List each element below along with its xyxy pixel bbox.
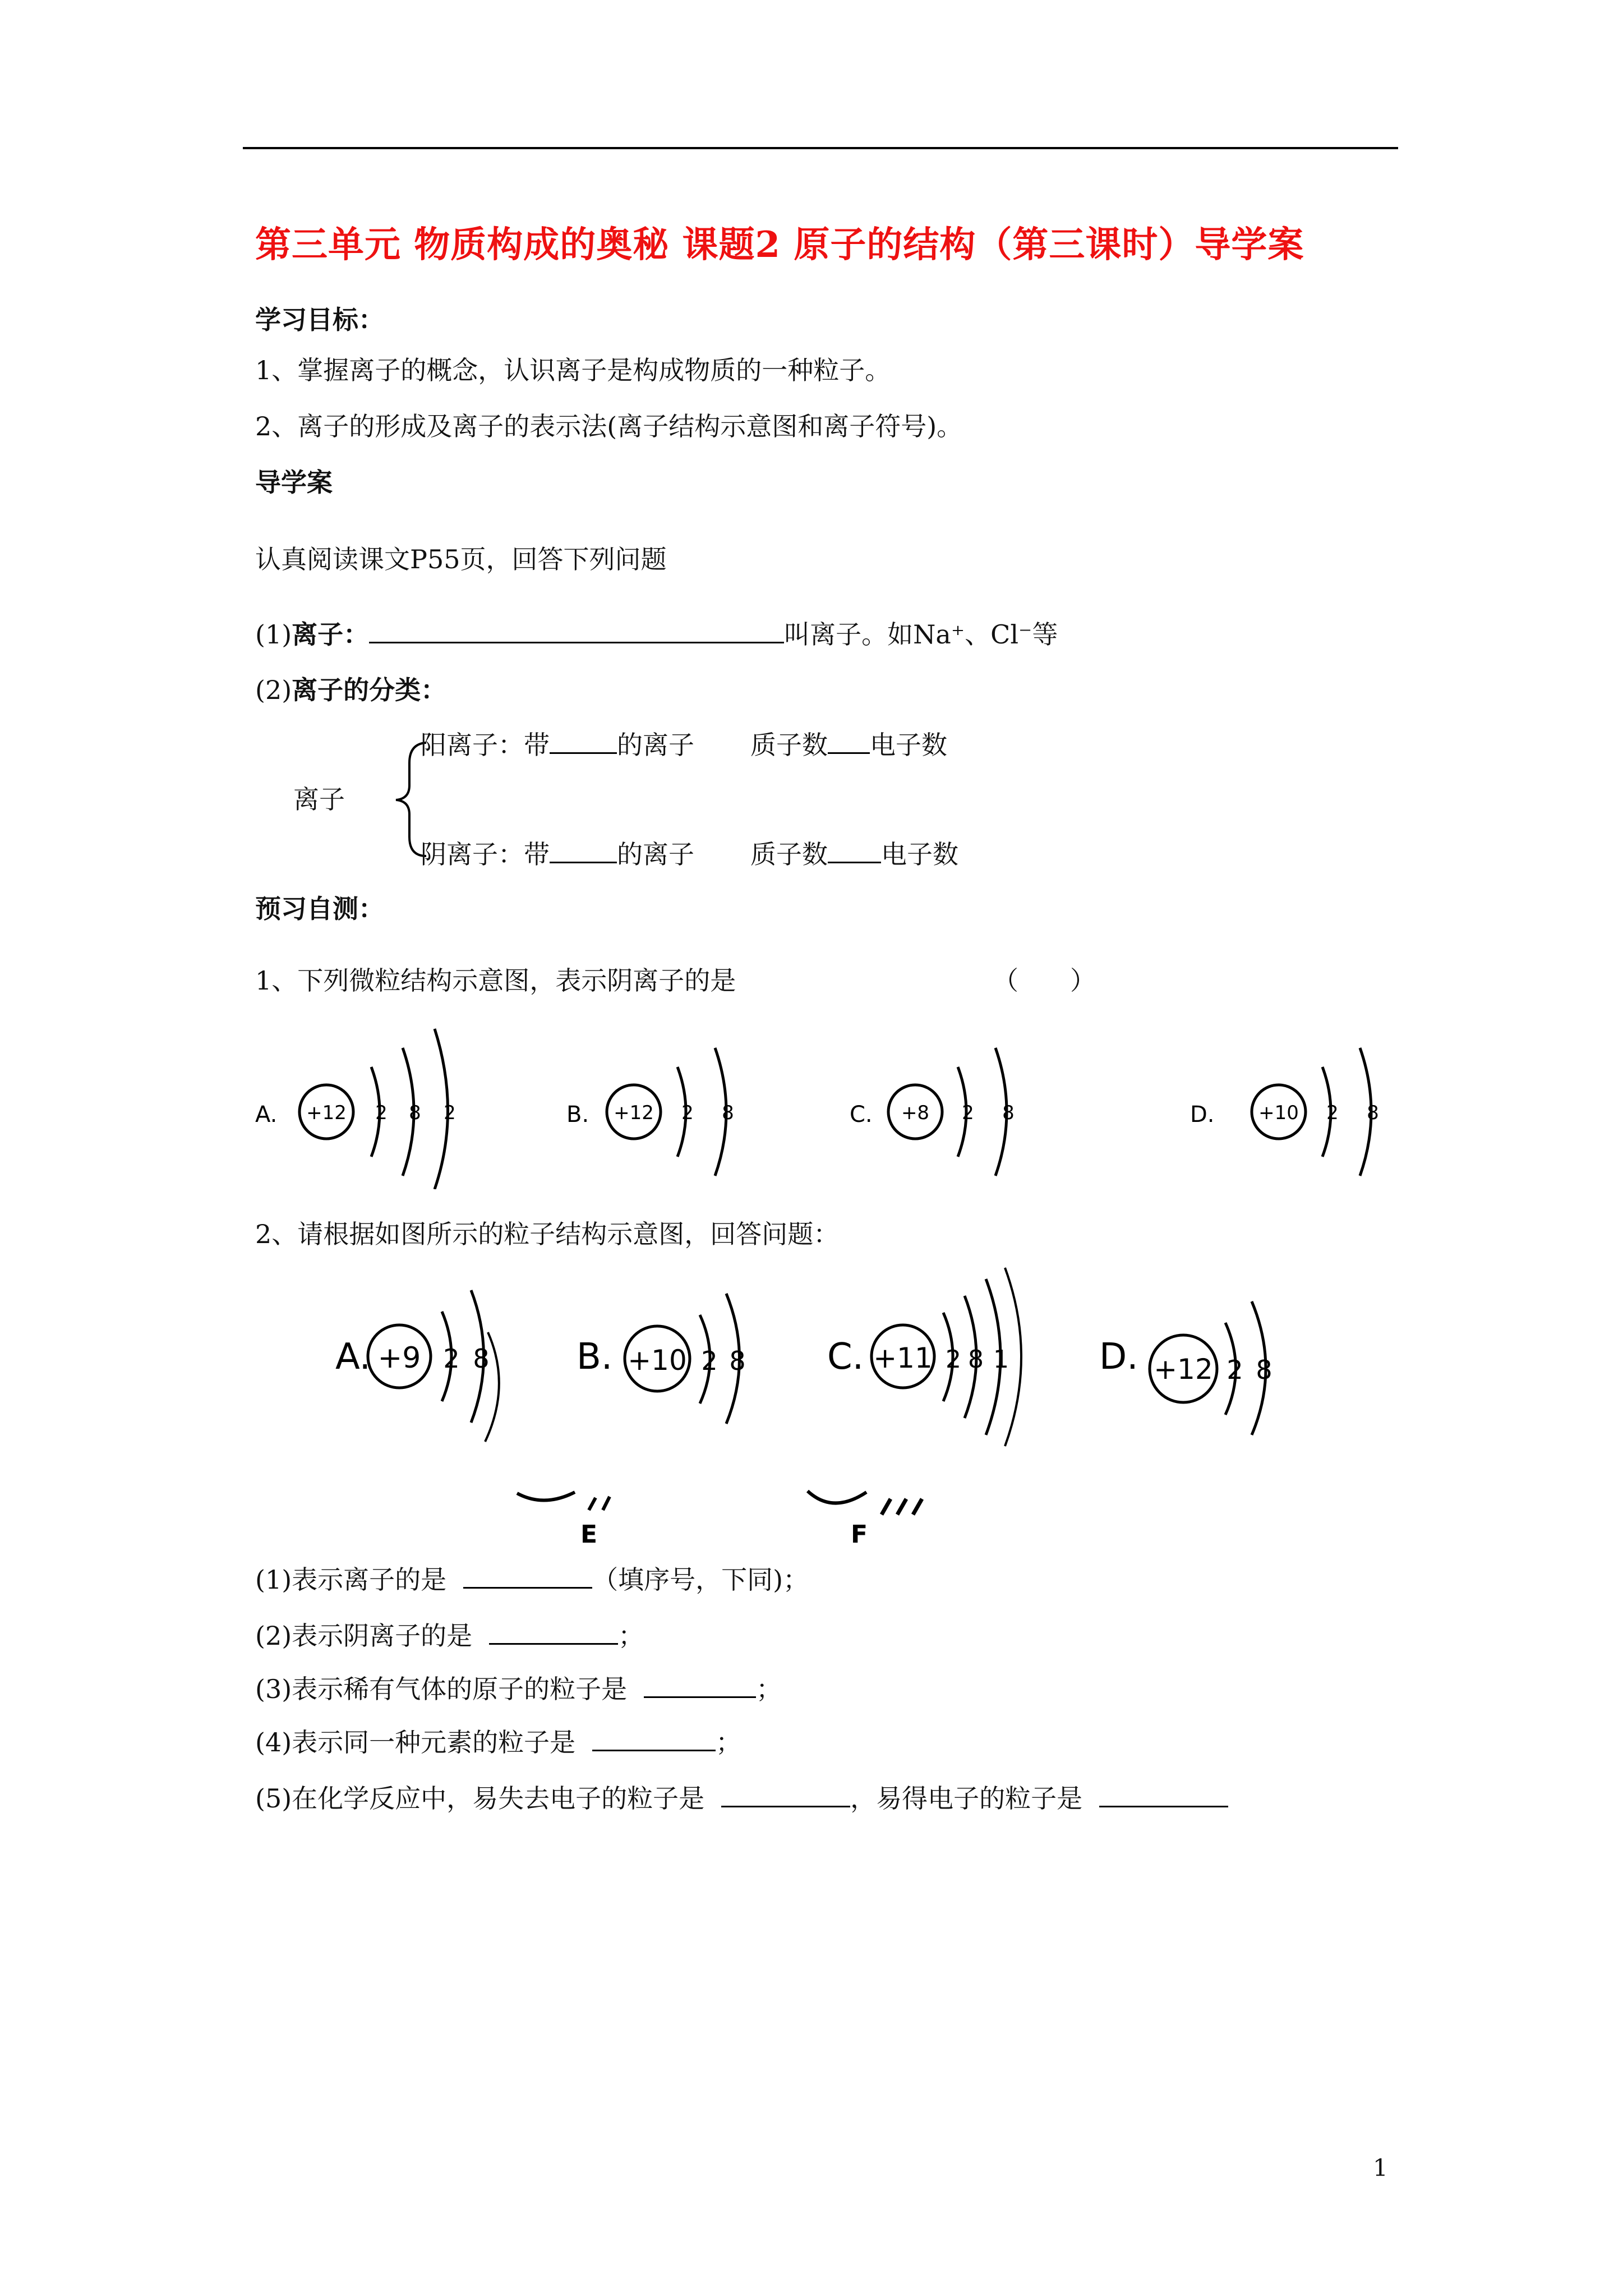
- q1-label: 离子：: [292, 619, 370, 650]
- sub4-blank[interactable]: [592, 1725, 716, 1751]
- svg-text:2: 2: [443, 1343, 460, 1374]
- sub2-blank[interactable]: [489, 1618, 618, 1645]
- q2-label: 离子的分类：: [292, 675, 447, 705]
- objective-item-1: 1、掌握离子的概念，认识离子是构成物质的一种粒子。: [255, 355, 891, 385]
- q1-after: 叫离子。如Na⁺、Cl⁻等: [784, 619, 1058, 650]
- q1-option-d: [1190, 1048, 1379, 1176]
- svg-text:2: 2: [1227, 1355, 1243, 1385]
- svg-text:2: 2: [701, 1346, 718, 1376]
- q2-option-e-fragment: [517, 1492, 610, 1548]
- classification-root: 离子: [293, 784, 345, 815]
- svg-text:+12: +12: [614, 1102, 654, 1124]
- svg-text:8: 8: [409, 1102, 421, 1124]
- svg-text:D.: D.: [1190, 1102, 1215, 1128]
- svg-text:8: 8: [1367, 1102, 1379, 1124]
- svg-text:D.: D.: [1099, 1336, 1138, 1378]
- svg-text:B.: B.: [566, 1102, 589, 1128]
- preview-heading: 预习自测：: [255, 894, 384, 924]
- q2-option-c: [827, 1268, 1021, 1446]
- q1-option-c: [850, 1048, 1015, 1176]
- q2-option-f-fragment: [808, 1491, 922, 1548]
- svg-text:8: 8: [1002, 1102, 1015, 1124]
- svg-text:F: F: [850, 1520, 868, 1548]
- q2-diagram-row: [314, 1257, 1324, 1548]
- q1-number: (1): [255, 619, 292, 650]
- guide-heading: 导学案: [255, 467, 333, 498]
- q1-option-a: [255, 1029, 456, 1189]
- preview-q1-paren: （ ）: [993, 965, 1096, 996]
- svg-text:8: 8: [968, 1345, 984, 1374]
- svg-text:8: 8: [1256, 1355, 1272, 1385]
- sub1-blank[interactable]: [463, 1562, 592, 1589]
- sub5-lose-blank[interactable]: [721, 1781, 850, 1807]
- document-title: 第三单元 物质构成的奥秘 课题2 原子的结构（第三课时）导学案: [255, 224, 1304, 266]
- guide-q2: [255, 673, 446, 707]
- objective-item-2: 2、离子的形成及离子的表示法(离子结构示意图和离子符号)。: [255, 411, 963, 441]
- subquestion-1: (1)表示离子的是 （填序号，下同)；: [255, 1562, 809, 1596]
- svg-text:2: 2: [375, 1102, 388, 1124]
- svg-text:B.: B.: [577, 1336, 613, 1378]
- svg-text:E: E: [580, 1520, 598, 1548]
- sub3-blank[interactable]: [644, 1672, 756, 1698]
- svg-text:+12: +12: [306, 1102, 347, 1124]
- classification-row-anion: 阴离子：带 的离子 质子数 电子数: [421, 837, 958, 871]
- svg-text:+12: +12: [1154, 1353, 1213, 1386]
- svg-text:+11: +11: [873, 1342, 933, 1374]
- q1-diagram-row: [247, 1021, 1402, 1189]
- q2-option-a: [335, 1290, 499, 1442]
- svg-text:2: 2: [681, 1102, 694, 1124]
- svg-text:2: 2: [1326, 1102, 1339, 1124]
- preview-q1-text: 1、下列微粒结构示意图，表示阴离子的是: [255, 965, 736, 996]
- svg-text:+8: +8: [901, 1102, 930, 1124]
- subquestion-5: (5)在化学反应中，易失去电子的粒子是 ，易得电子的粒子是: [255, 1781, 1228, 1815]
- anion-compare-blank[interactable]: [828, 837, 881, 863]
- guide-intro: 认真阅读课文P55页，回答下列问题: [255, 544, 667, 574]
- svg-text:8: 8: [729, 1346, 746, 1376]
- sub5-gain-blank[interactable]: [1099, 1781, 1228, 1807]
- svg-text:+10: +10: [1258, 1102, 1299, 1124]
- objectives-heading: 学习目标：: [255, 305, 384, 335]
- svg-text:A.: A.: [255, 1102, 278, 1128]
- classification-row-cation: 阳离子：带 的离子 质子数 电子数: [421, 728, 947, 762]
- svg-text:1: 1: [993, 1345, 1009, 1374]
- svg-text:2: 2: [444, 1102, 456, 1124]
- svg-text:+9: +9: [377, 1341, 421, 1375]
- svg-text:+10: +10: [628, 1344, 687, 1377]
- cation-charge-blank[interactable]: [550, 728, 617, 754]
- q2-option-d: [1099, 1301, 1272, 1435]
- svg-text:2: 2: [946, 1345, 961, 1374]
- subquestion-3: (3)表示稀有气体的原子的粒子是 ；: [255, 1672, 782, 1706]
- page-number: 1: [1373, 2154, 1388, 2182]
- cation-compare-blank[interactable]: [828, 728, 870, 754]
- anion-charge-blank[interactable]: [550, 837, 617, 863]
- subquestion-4: (4)表示同一种元素的粒子是 ；: [255, 1725, 741, 1759]
- header-rule: [243, 147, 1398, 149]
- subquestion-2: (2)表示阴离子的是 ；: [255, 1618, 644, 1653]
- q2-option-b: [577, 1294, 746, 1424]
- svg-text:2: 2: [962, 1102, 974, 1124]
- svg-text:C.: C.: [850, 1102, 873, 1128]
- q2-number: (2): [255, 675, 292, 705]
- preview-q2-text: 2、请根据如图所示的粒子结构示意图，回答问题：: [255, 1219, 840, 1249]
- guide-q1: [255, 617, 1058, 651]
- svg-text:C.: C.: [827, 1336, 864, 1378]
- svg-text:A.: A.: [335, 1336, 371, 1378]
- q1-blank[interactable]: [369, 617, 784, 643]
- q1-option-b: [566, 1048, 734, 1176]
- svg-text:8: 8: [473, 1343, 490, 1374]
- svg-text:8: 8: [722, 1102, 734, 1124]
